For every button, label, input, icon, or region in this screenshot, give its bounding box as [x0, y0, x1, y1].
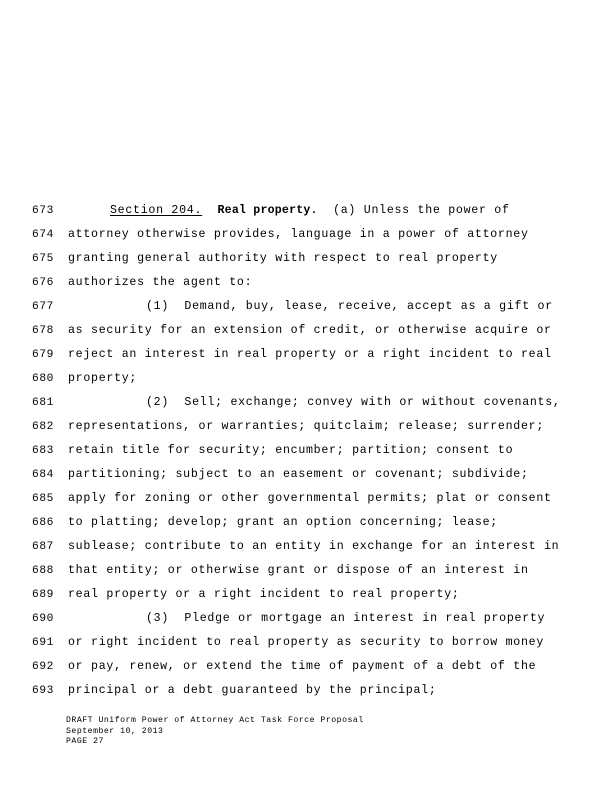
numbered-line-body [0, 199, 612, 703]
footer-line: September 10, 2013 [66, 726, 164, 736]
line-text [110, 199, 510, 223]
line-text [68, 415, 544, 439]
text-run-plain: sublease; contribute to an entity in exchange for an interest in [68, 540, 560, 553]
text-run-plain: representations, or warranties; quitclaim; release; surrender; [68, 420, 544, 433]
document-line [0, 463, 612, 487]
line-number: 686 [32, 517, 54, 529]
line-text [68, 439, 513, 463]
document-line [0, 295, 612, 319]
document-line [0, 199, 612, 223]
document-line [0, 655, 612, 679]
line-text [68, 223, 529, 247]
document-line [0, 271, 612, 295]
line-number: 682 [32, 421, 54, 433]
text-run-plain: (3) Pledge or mortgage an interest in real property [146, 612, 546, 625]
line-number: 685 [32, 493, 54, 505]
line-number: 684 [32, 469, 54, 481]
document-line [0, 511, 612, 535]
line-text [68, 583, 460, 607]
text-run-plain: granting general authority with respect to real property [68, 252, 498, 265]
line-text [68, 367, 137, 391]
line-text [68, 535, 559, 559]
line-text [68, 247, 498, 271]
line-number: 678 [32, 325, 54, 337]
document-line [0, 559, 612, 583]
document-line [0, 631, 612, 655]
text-run-underline: Section 204. [110, 204, 203, 217]
text-run-plain: (a) Unless the power of [317, 204, 510, 217]
line-number: 676 [32, 277, 54, 289]
text-run-plain: to platting; develop; grant an option concerning; lease; [68, 516, 498, 529]
footer-line: PAGE 27 [66, 737, 104, 747]
document-line [0, 391, 612, 415]
text-run-plain: partitioning; subject to an easement or covenant; subdivide; [68, 468, 529, 481]
text-run-plain: (2) Sell; exchange; convey with or without covenants, [146, 396, 561, 409]
document-line [0, 223, 612, 247]
line-text [146, 391, 561, 415]
document-line [0, 439, 612, 463]
line-text [146, 607, 545, 631]
line-text [68, 463, 529, 487]
text-run-plain: that entity; or otherwise grant or dispose of an interest in [68, 564, 529, 577]
text-run-plain: (1) Demand, buy, lease, receive, accept as a gift or [146, 300, 553, 313]
line-text [68, 343, 552, 367]
text-run-plain: as security for an extension of credit, or otherwise acquire or [68, 324, 552, 337]
line-text [68, 487, 552, 511]
line-number: 688 [32, 565, 54, 577]
document-line [0, 583, 612, 607]
document-line [0, 367, 612, 391]
line-text [68, 511, 498, 535]
line-number: 681 [32, 397, 54, 409]
text-run-plain: authorizes the agent to: [68, 276, 253, 289]
line-number: 673 [32, 205, 54, 217]
document-line [0, 535, 612, 559]
line-number: 677 [32, 301, 54, 313]
line-text [68, 631, 544, 655]
text-run-plain: apply for zoning or other governmental permits; plat or consent [68, 492, 552, 505]
text-run-plain: or pay, renew, or extend the time of payment of a debt of the [68, 660, 537, 673]
line-number: 692 [32, 661, 54, 673]
line-number: 680 [32, 373, 54, 385]
text-run-plain: real property or a right incident to real property; [68, 588, 460, 601]
text-run-plain: retain title for security; encumber; partition; consent to [68, 444, 514, 457]
text-run-plain: or right incident to real property as security to borrow money [68, 636, 544, 649]
line-number: 679 [32, 349, 54, 361]
line-number: 691 [32, 637, 54, 649]
line-number: 687 [32, 541, 54, 553]
text-run-bold: Real property. [217, 204, 318, 217]
document-line [0, 487, 612, 511]
document-line [0, 607, 612, 631]
line-text [68, 655, 536, 679]
document-line [0, 679, 612, 703]
text-run-plain: property; [68, 372, 138, 385]
line-number: 693 [32, 685, 54, 697]
line-number: 690 [32, 613, 54, 625]
document-line [0, 247, 612, 271]
text-run-plain [202, 204, 217, 217]
text-run-plain: attorney otherwise provides, language in a power of attorney [68, 228, 529, 241]
document-line [0, 415, 612, 439]
line-text [68, 271, 252, 295]
text-run-plain: principal or a debt guaranteed by the principal; [68, 684, 437, 697]
line-text [146, 295, 553, 319]
line-number: 675 [32, 253, 54, 265]
line-text [68, 559, 529, 583]
page-footer [66, 716, 364, 748]
document-line [0, 319, 612, 343]
line-text [68, 679, 437, 703]
text-run-plain: reject an interest in real property or a right incident to real [68, 348, 552, 361]
line-number: 683 [32, 445, 54, 457]
footer-line: DRAFT Uniform Power of Attorney Act Task Force Proposal [66, 716, 364, 725]
document-line [0, 343, 612, 367]
line-number: 689 [32, 589, 54, 601]
line-text [68, 319, 552, 343]
line-number: 674 [32, 229, 54, 241]
